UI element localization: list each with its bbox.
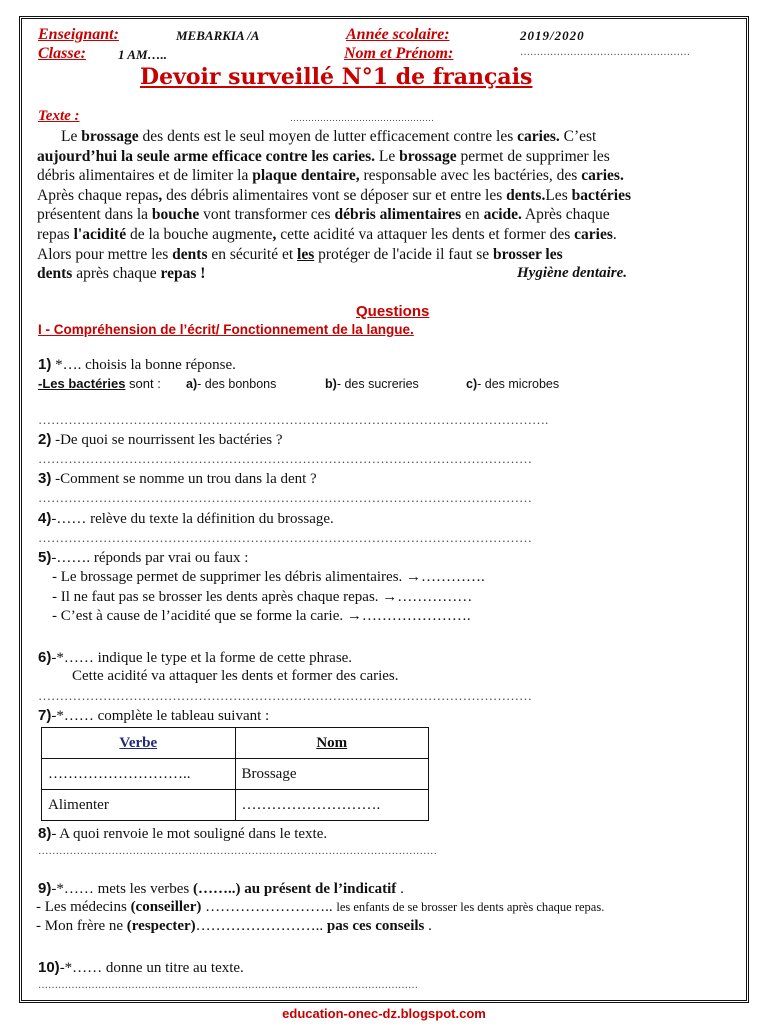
answer-line: ……………………………………………………………………………………………………: [38, 688, 532, 703]
text-label: Texte :: [38, 108, 80, 124]
footer-url[interactable]: education-onec-dz.blogspot.com: [282, 1006, 486, 1021]
answer-line: ……………………………………………………………………………………………………….: [38, 412, 549, 427]
question-1: 1) *…. choisis la bonne réponse.: [38, 356, 236, 373]
option-a: a)- des bonbons: [186, 377, 277, 391]
question-4: 4)-…… relève du texte la définition du brossage.: [38, 510, 334, 527]
question-3: 3) -Comment se nomme un trou dans la dent ?: [38, 470, 317, 487]
text-line: dents après chaque repas !: [37, 265, 206, 283]
answer-line: ……………………………………………………………………………………………………: [38, 846, 437, 857]
question-9-line-2: - Mon frère ne (respecter)…………………….. pas ces conseils .: [36, 918, 432, 934]
text-source: Hygiène dentaire.: [517, 265, 627, 281]
name-label: Nom et Prénom:: [344, 45, 454, 62]
page-title: Devoir surveillé N°1 de français: [140, 64, 533, 90]
question-8: 8)- A quoi renvoie le mot souligné dans le texte.: [38, 825, 328, 842]
question-7: 7)-*…… complète le tableau suivant :: [38, 707, 270, 724]
question-9-line-1: - Les médecins (conseiller) …………………….. les enfants de se brosser les dents après chaque repas.: [36, 899, 605, 915]
question-9: 9)-*…… mets les verbes (……..) au présent de l’indicatif .: [38, 880, 404, 897]
table-cell: ………………………..: [42, 759, 236, 790]
table-header-verbe: Verbe: [42, 728, 236, 759]
question-10: 10)-*…… donne un titre au texte.: [38, 959, 244, 976]
class-value: 1 AM…..: [118, 47, 167, 62]
answer-line: ……………………………………………………………………………………………………: [38, 980, 418, 991]
option-b: b)- des sucreries: [325, 377, 419, 391]
table-header-nom: Nom: [235, 728, 429, 759]
year-label: Année scolaire:: [346, 26, 450, 43]
text-line: repas l'acidité de la bouche augmente, cette acidité va attaquer les dents et former des caries.: [37, 225, 617, 243]
year-value: 2019/2020: [520, 28, 585, 43]
text-label-dots: …………………………………………: [290, 113, 434, 123]
true-false-item: - C’est à cause de l’acidité que se forme la carie. →………………….: [52, 608, 471, 624]
questions-title: Questions: [356, 303, 430, 320]
text-body: [37, 127, 727, 284]
table-cell: Alimenter: [42, 790, 236, 821]
name-dots: ……………………………………………: [520, 47, 690, 58]
true-false-item: - Le brossage permet de supprimer les débris alimentaires. →………….: [52, 569, 485, 585]
teacher-value: MEBARKIA /A: [176, 28, 260, 43]
underlined-word: les: [297, 245, 315, 263]
text-line: présentent dans la bouche vont transformer ces débris alimentaires en acide. Après chaque: [37, 206, 610, 224]
text-line: débris alimentaires et de limiter la plaque dentaire, responsable avec les bactéries, des caries.: [37, 167, 624, 185]
text-line: aujourd’hui la seule arme efficace contre les caries. Le brossage permet de supprimer les: [37, 147, 610, 165]
table-cell: Brossage: [235, 759, 429, 790]
section-title: I - Compréhension de l’écrit/ Fonctionnement de la langue.: [38, 322, 414, 337]
class-label: Classe:: [38, 45, 86, 62]
answer-line: ……………………………………………………………………………………………………: [38, 530, 532, 545]
question-2: 2) -De quoi se nourrissent les bactéries ?: [38, 431, 283, 448]
question-5: 5)-……. réponds par vrai ou faux :: [38, 549, 249, 566]
question-6: 6)-*…… indique le type et la forme de cette phrase.: [38, 649, 353, 666]
answer-line: ……………………………………………………………………………………………………: [38, 451, 532, 466]
teacher-label: Enseignant:: [38, 26, 119, 43]
table-cell: ……………………….: [235, 790, 429, 821]
text-line: Après chaque repas, des débris alimentaires vont se déposer sur et entre les dents.Les bactéries: [37, 186, 631, 204]
option-c: c)- des microbes: [466, 377, 560, 391]
answer-line: ……………………………………………………………………………………………………: [38, 490, 532, 505]
text-line: Alors pour mettre les dents en sécurité et les protéger de l'acide il faut se brosser les: [37, 245, 563, 263]
text-line: Le brossage des dents est le seul moyen de lutter efficacement contre les caries. C’est: [61, 128, 597, 145]
question-1-options: -Les bactéries sont :: [38, 376, 161, 391]
question-6-sentence: Cette acidité va attaquer les dents et former des caries.: [72, 668, 399, 684]
verb-noun-table: [41, 727, 429, 821]
true-false-item: - Il ne faut pas se brosser les dents après chaque repas. →……………: [52, 589, 473, 605]
